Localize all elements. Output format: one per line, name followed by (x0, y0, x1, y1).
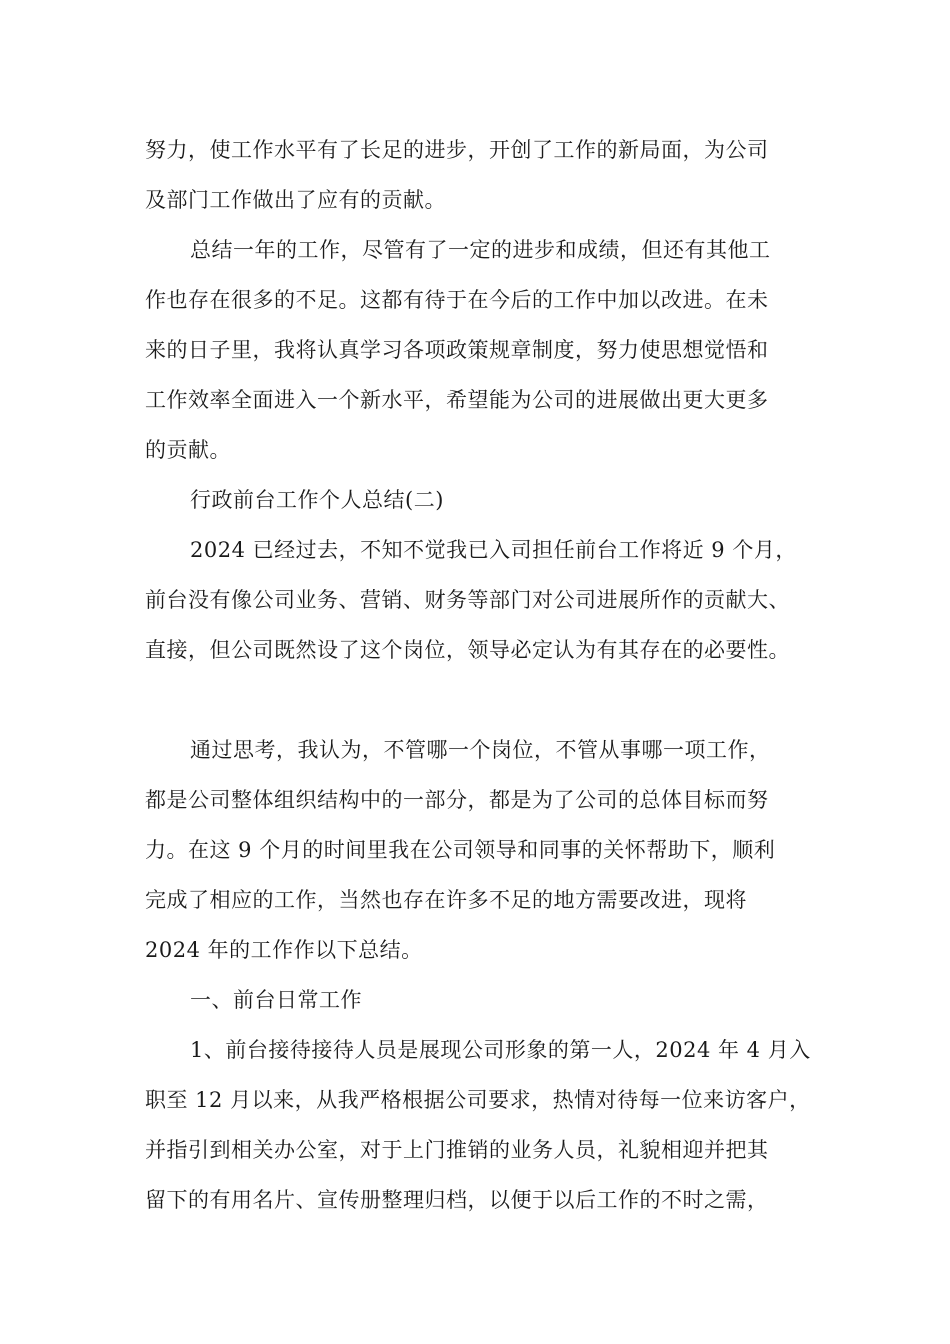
text-line: 留下的有用名片、宣传册整理归档，以便于以后工作的不时之需， (145, 1188, 769, 1212)
text-line: 1、前台接待接待人员是展现公司形象的第一人，2024 年 4 月入 (190, 1038, 811, 1062)
text-line: 2024 年的工作作以下总结。 (145, 938, 423, 962)
text-line: 前台没有像公司业务、营销、财务等部门对公司进展所作的贡献大、 (145, 588, 790, 612)
section-heading: 一、前台日常工作 (190, 988, 362, 1012)
section-heading: 行政前台工作个人总结(二) (190, 488, 444, 512)
text-line: 来的日子里，我将认真学习各项政策规章制度，努力使思想觉悟和 (145, 338, 769, 362)
text-line: 通过思考，我认为，不管哪一个岗位，不管从事哪一项工作， (190, 738, 771, 762)
text-line: 力。在这 9 个月的时间里我在公司领导和同事的关怀帮助下，顺利 (145, 838, 776, 862)
text-line: 2024 已经过去，不知不觉我已入司担任前台工作将近 9 个月， (190, 538, 797, 562)
text-line: 及部门工作做出了应有的贡献。 (145, 188, 446, 212)
text-line: 直接，但公司既然设了这个岗位，领导必定认为有其存在的必要性。 (145, 638, 790, 662)
text-line: 都是公司整体组织结构中的一部分，都是为了公司的总体目标而努 (145, 788, 769, 812)
text-line: 完成了相应的工作，当然也存在许多不足的地方需要改进，现将 (145, 888, 747, 912)
text-line: 工作效率全面进入一个新水平，希望能为公司的进展做出更大更多 (145, 388, 769, 412)
text-line: 职至 12 月以来，从我严格根据公司要求，热情对待每一位来访客户， (145, 1088, 811, 1112)
text-line: 作也存在很多的不足。这都有待于在今后的工作中加以改进。在未 (145, 288, 769, 312)
text-line: 努力，使工作水平有了长足的进步，开创了工作的新局面，为公司 (145, 138, 769, 162)
text-line: 总结一年的工作，尽管有了一定的进步和成绩，但还有其他工 (190, 238, 771, 262)
text-line: 并指引到相关办公室，对于上门推销的业务人员，礼貌相迎并把其 (145, 1138, 769, 1162)
text-line: 的贡献。 (145, 438, 231, 462)
